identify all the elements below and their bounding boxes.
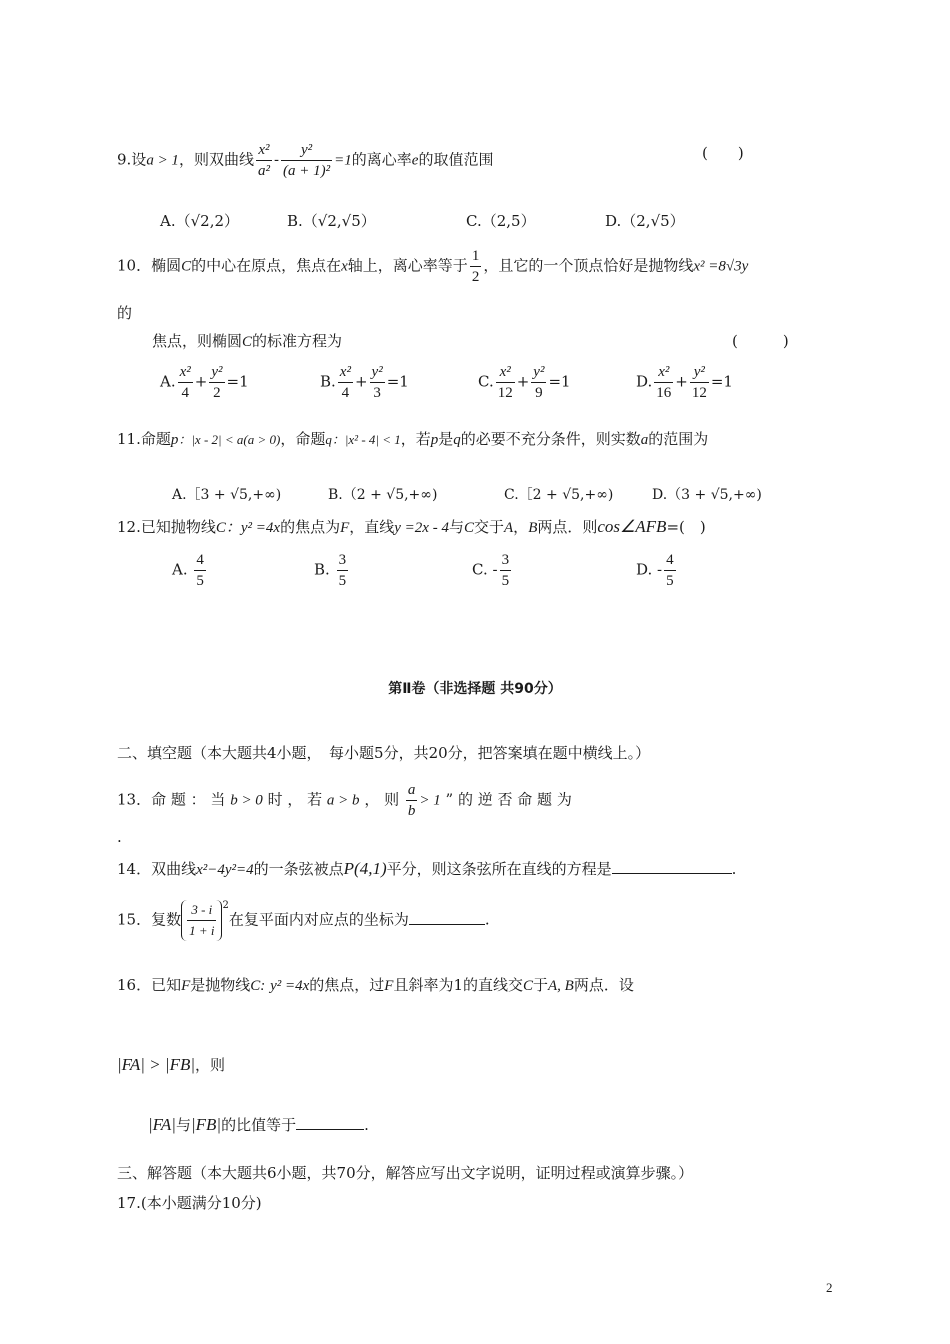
q10-c2: C: [242, 334, 253, 350]
q12-b: B: [528, 520, 538, 536]
q10-c-num1: x²: [496, 362, 515, 383]
q16-ab: A, B: [548, 978, 574, 994]
q10-b-den2: 3: [373, 385, 381, 401]
q10-b-label: B.: [320, 372, 336, 391]
q14-lead: 14．双曲线: [117, 860, 197, 878]
q9-frac1: [256, 140, 272, 181]
q9-eq: =1: [334, 152, 352, 169]
q12-c-num: 3: [500, 550, 512, 571]
q15-paren: [181, 900, 222, 941]
q10-a-num2: y²: [209, 362, 224, 383]
q13-frac-den: b: [407, 803, 416, 819]
q9-frac1-num: x²: [256, 140, 272, 161]
q14-hyperbola: x²−4y²=4: [196, 862, 254, 878]
q13-stem: [117, 780, 837, 821]
q15-exponent: 2: [222, 900, 229, 911]
q15-lead: 15．复数: [117, 910, 182, 929]
q10-option-b: B. $\frac{\text{x²}}{4}$ + $\frac{\text{y²}}{3}$ =1: [320, 364, 409, 401]
q10-b-den1: 4: [341, 385, 350, 401]
q10-option-d: D. $\frac{\text{x²}}{16}$ + $\frac{\text{y²}}{12}$ =1: [636, 364, 733, 401]
q10-b-num2: y²: [370, 362, 385, 383]
q12-b-num: 3: [337, 550, 349, 571]
q9-frac2-num: y²: [281, 140, 332, 161]
q16-c: C:: [250, 978, 266, 994]
q10-c-num2: y²: [531, 362, 546, 383]
q11-q: q: [453, 432, 461, 448]
q12-c2: C: [463, 520, 474, 536]
part2-header: 二、填空题（本大题共4小题， 每小题5分，共20分，把答案填在题中横线上。）: [117, 744, 651, 762]
q12-text3: 与: [448, 518, 464, 536]
q10-c: C: [181, 258, 192, 275]
q10-d-label: D.: [636, 372, 653, 391]
q13-dot: .: [117, 828, 122, 846]
q9-text3: 的取值范围: [418, 150, 494, 169]
q16-f2: F: [384, 978, 394, 994]
q11-text3: 是: [438, 430, 454, 448]
q17-header: 17.(本小题满分10分): [117, 1194, 262, 1212]
q16-line3: [148, 1114, 369, 1135]
q12-option-b: [314, 550, 350, 591]
q10-d-num2: y²: [690, 362, 709, 383]
q9-option-d: D.（2,√5）: [605, 212, 685, 230]
q16-c2: C: [522, 978, 533, 994]
q12-parabola: ：y² =4x: [225, 520, 281, 536]
q14-answer-blank[interactable]: [612, 859, 732, 874]
q11-option-b: B.（2 + √5,+∞): [328, 487, 438, 503]
q14-point: P(4,1): [343, 859, 387, 878]
q10-a-den2: 2: [213, 385, 221, 401]
q9-cond: a > 1: [146, 152, 179, 169]
q15-stem: [117, 900, 490, 941]
q15-frac-den: 1 + i: [189, 923, 215, 938]
q12-text1: 的焦点为: [280, 518, 341, 536]
q10-a-eq: =1: [226, 372, 249, 391]
q12-option-c: [472, 550, 513, 591]
q13-frac: [406, 780, 418, 821]
q10-text3: ，且它的一个顶点恰好是抛物线: [483, 256, 694, 275]
q13-frac-num: a: [406, 780, 418, 801]
q13-text2: ， 则: [364, 790, 400, 809]
q9-answer-paren: ( ): [702, 144, 744, 162]
q12-stem: [117, 516, 706, 537]
q10-d-eq: =1: [710, 372, 733, 391]
section-title: 第Ⅱ卷（非选择题 共90分）: [388, 681, 562, 697]
q10-b-eq: =1: [386, 372, 409, 391]
q16-answer-blank[interactable]: [296, 1115, 364, 1130]
q12-c-den: 5: [501, 573, 510, 589]
q10-d-num1: x²: [654, 362, 673, 383]
q10-a-num1: x²: [178, 362, 193, 383]
q13-text1: 时 ， 若: [267, 790, 323, 809]
q12-sep: ，: [513, 518, 529, 536]
q12-text5: 两点．则: [537, 518, 598, 536]
q13-lead: 13．命 题 ： 当: [117, 790, 226, 809]
q10-x: x: [341, 258, 348, 275]
q13-cond2: a > b: [326, 792, 360, 809]
q10-option-a: A. $\frac{\text{x²}}{4}$ + $\frac{\text{y²}}{2}$ =1: [160, 364, 249, 401]
q11-cond-q: q：|x² - 4| < 1: [325, 432, 401, 447]
q12-f: F: [340, 520, 350, 536]
q11-option-a: A.［3 + √5,+∞): [172, 487, 282, 503]
q9-option-b: B.（√2,√5）: [287, 212, 376, 230]
q11-lead: 11.命题: [117, 430, 171, 448]
q10-line2-b: 的标准方程为: [252, 332, 343, 350]
q9-option-a: A.（√2,2）: [160, 212, 240, 230]
q12-d-num: 4: [664, 550, 676, 571]
q16-text5: 两点．设: [573, 976, 634, 994]
q12-c: C: [215, 520, 226, 536]
q9-frac2: [281, 140, 332, 181]
q11-text1: ，命题: [280, 430, 326, 448]
q9-frac1-den: a²: [257, 163, 270, 179]
q11-text4: 的必要不充分条件，则实数: [460, 430, 641, 448]
q11-text5: 的范围为: [648, 430, 709, 448]
q12-text2: ，直线: [349, 518, 395, 536]
q16-fb: |FB|: [190, 1115, 222, 1134]
q15-answer-blank[interactable]: [409, 910, 485, 925]
q10-answer-paren: ( ): [732, 332, 789, 350]
q16-line3-text: 的比值等于: [221, 1116, 297, 1134]
q13-cond1: b > 0: [230, 792, 263, 809]
q16-and: 与: [175, 1116, 191, 1134]
q16-inequality: |FA| > |FB|: [117, 1055, 196, 1074]
q14-text1: 的一条弦被点: [253, 860, 344, 878]
q12-text6: =( ): [666, 518, 706, 536]
q16-stem: [117, 974, 634, 995]
q16-text3: 且斜率为1的直线交: [393, 976, 523, 994]
q16-lead: 16．已知: [117, 976, 182, 994]
q10-stem: [117, 246, 748, 287]
q10-c-label: C.: [478, 372, 494, 391]
q11-cond-p: ：|x - 2| < a(a > 0): [178, 432, 281, 447]
q10-a-den1: 4: [181, 385, 189, 401]
q10-text2: 轴上，离心率等于: [347, 256, 468, 275]
q9-text2: 的离心率: [351, 150, 412, 169]
q10-frac-den: 2: [471, 269, 480, 285]
q16-text4: 于: [533, 976, 549, 994]
q10-c-den1: 12: [497, 385, 513, 401]
q11-option-c: C.［2 + √5,+∞): [504, 487, 614, 503]
q16-line2-text: ，则: [195, 1056, 226, 1074]
q10-d-den2: 12: [691, 385, 707, 401]
q15-frac-num: 3 - i: [187, 900, 216, 921]
q12-lead: 12.已知抛物线: [117, 518, 216, 536]
q12-option-a: [172, 550, 208, 591]
q10-text1: 的中心在原点，焦点在: [191, 256, 342, 275]
q16-fa: |FA|: [148, 1115, 176, 1134]
q9-e: e: [411, 152, 419, 169]
q12-a: A: [504, 520, 514, 536]
q9-frac2-den: (a + 1)²: [283, 163, 331, 179]
q12-d-label: D.: [636, 560, 653, 579]
q10-line2-a: 焦点，则椭圆: [152, 332, 243, 350]
q16-text1: 是抛物线: [190, 976, 251, 994]
q9-text1: ，则双曲线: [178, 150, 254, 169]
q10-a-label: A.: [160, 372, 176, 391]
q12-text4: 交于: [473, 518, 504, 536]
q14-text2: 平分，则这条弦所在直线的方程是: [386, 860, 612, 878]
q10-frac-num: 1: [470, 246, 482, 267]
q16-end: .: [364, 1116, 369, 1134]
q10-lead: 10．椭圆: [117, 256, 182, 275]
q12-c-sign: -: [492, 560, 498, 579]
q11-a: a: [640, 432, 649, 448]
q16-text2: 的焦点，过: [309, 976, 385, 994]
q12-line-eq: y =2x - 4: [394, 520, 449, 536]
part3-header: 三、解答题（本大题共6小题，共70分，解答应写出文字说明，证明过程或演算步骤。）: [117, 1164, 694, 1182]
q11-p: p: [170, 432, 179, 448]
q12-a-label: A.: [172, 560, 188, 579]
q11-p2: p: [430, 432, 439, 448]
q9-minus: -: [273, 150, 280, 169]
q10-b-num1: x²: [338, 362, 353, 383]
q9-stem: [117, 140, 493, 181]
q16-parabola: y² =4x: [270, 978, 310, 994]
q12-a-den: 5: [196, 573, 204, 589]
q15-end: .: [484, 910, 490, 929]
q12-a-num: 4: [194, 550, 206, 571]
q13-cond3: > 1: [419, 792, 441, 809]
q15-text1: 在复平面内对应点的坐标为: [228, 910, 409, 929]
q16-line2: [117, 1054, 225, 1075]
q12-c-label: C.: [472, 560, 488, 579]
q10-parabola: x² =8√3y: [693, 258, 749, 275]
q12-cos: cos∠AFB: [597, 517, 667, 536]
q11-stem: [117, 428, 708, 449]
q10-option-c: C. $\frac{\text{x²}}{12}$ + $\frac{\text{y²}}{9}$ =1: [478, 364, 571, 401]
q12-d-den: 5: [666, 573, 674, 589]
q9-lead: 9.设: [117, 150, 147, 169]
q10-c-den2: 9: [535, 385, 543, 401]
q10-text4: 的: [117, 304, 133, 322]
q11-option-d: D.（3 + √5,+∞): [652, 487, 762, 503]
q10-c-eq: =1: [548, 372, 571, 391]
q10-d-den1: 16: [656, 385, 672, 401]
q11-text2: ，若: [400, 430, 431, 448]
q10-frac: [470, 246, 482, 287]
q12-b-label: B.: [314, 560, 330, 579]
q14-stem: [117, 858, 736, 879]
q13-text3: ” 的 逆 否 命 题 为: [445, 790, 572, 809]
q12-option-d: [636, 550, 678, 591]
q10-line2: [152, 330, 342, 351]
page-number: 2: [826, 1280, 833, 1295]
q12-d-sign: -: [657, 560, 663, 579]
q9-option-c: C.（2,5）: [466, 212, 536, 230]
q12-b-den: 5: [338, 573, 347, 589]
q14-end: .: [731, 860, 737, 878]
q16-f: F: [181, 978, 191, 994]
